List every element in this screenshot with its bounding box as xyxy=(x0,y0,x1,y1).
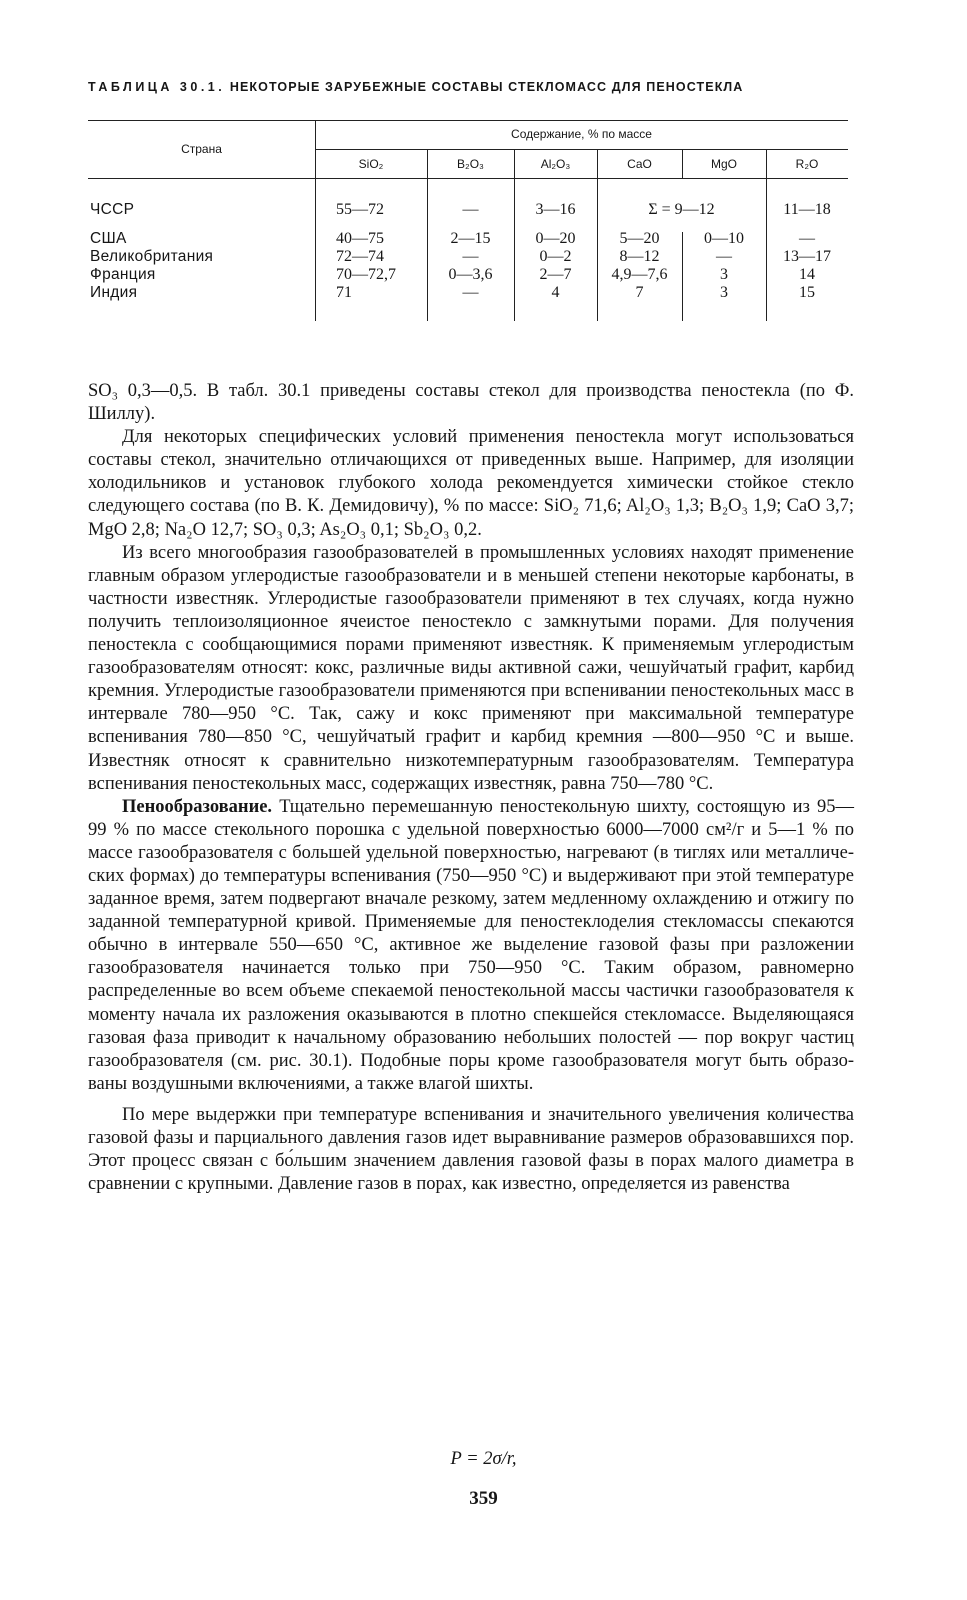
table-cell-al2o3: 4 xyxy=(551,284,560,301)
table-cell-cao: 5—20 xyxy=(619,230,660,247)
table-cell-al2o3: 0—20 xyxy=(535,230,576,247)
table-cell-sio2: 40—75 xyxy=(336,230,384,247)
table-header-rule xyxy=(88,178,848,179)
table-cell-cao: 4,9—7,6 xyxy=(611,266,668,283)
table-cell-r2o: 15 xyxy=(799,284,815,301)
table-cell-al2o3: 0—2 xyxy=(539,248,572,265)
table-cell-cao: 7 xyxy=(635,284,644,301)
table-cell-r2o: — xyxy=(799,230,815,247)
header-r2o: R₂O xyxy=(795,157,819,171)
table-caption-title: НЕКОТОРЫЕ ЗАРУБЕЖНЫЕ СОСТАВЫ СТЕКЛОМАСС ДЛЯ ПЕНОСТЕКЛА xyxy=(229,80,744,94)
table-cell-country: ЧССР xyxy=(90,201,135,218)
composition-table xyxy=(88,118,848,328)
table-divider xyxy=(315,120,316,321)
table-cell-b2o3: 2—15 xyxy=(450,230,491,247)
table-cell-country: Великобритания xyxy=(90,248,214,265)
paragraph: Из всего многообразия газообразователей в промышленных условиях находят применение главным образом углеродистые газообразователи и в меньшей степени некоторые карбонаты, в частности известняк. Углеродистые газообразователи применяют в тех случаях, когда нужно получить теплоизоляционное ячеистое пеностекло с замкнутыми порами. Для получения пеностекла с сообщающимися порами применяют известняк. К применяемым углеродистым газообразователям относят: кокс, различные виды активной сажи, чешуйчатый графит, карбид кремния. Углеродистые газообразователи применяются при вспенивании пеностекольных масс в интервале 780—950 °С. Так, сажу и кокс применяют при максимальной температуре вспенивания 780—850 °С, чешуйчатый графит и карбид кремния —800—950 °С и выше. Известняк относят к сравнительно низкотемпературным газообразователям. Температура вспенивания пеностекольных масс, содержащих известняк, равна 750—780 °С. xyxy=(88,542,854,794)
table-caption-number: ТАБЛИЦА 30.1. xyxy=(88,80,226,94)
table-cell-sio2: 72—74 xyxy=(336,248,384,265)
header-al2o3: Al₂O₃ xyxy=(540,157,571,171)
table-cell-r2o: 13—17 xyxy=(783,248,831,265)
paragraph xyxy=(88,796,854,1096)
paragraph: По мере выдержки при температуре вспенивания и значительного увеличения количества газовой фазы и парциального давления газов идет выравнивание размеров образовавшихся пор. Этот процесс связан с бо́льшим значением давления газовой фазы в порах малого диаметра в сравнении с крупными. Давление газов в порах, как известно, определяется из равенства xyxy=(88,1104,854,1195)
header-cao: CaO xyxy=(627,157,652,171)
table-cell-country: Индия xyxy=(90,284,138,301)
table-cell-r2o: 14 xyxy=(799,266,815,283)
table-cell-r2o: 11—18 xyxy=(783,201,831,218)
formula: P = 2σ/r, xyxy=(450,1449,517,1469)
table-top-rule xyxy=(88,120,848,121)
table-caption xyxy=(88,80,868,94)
table-cell-sio2: 71 xyxy=(336,284,352,301)
table-cell-b2o3: — xyxy=(462,248,479,265)
header-sio2: SiO₂ xyxy=(358,157,384,171)
table-cell-cao-mgo-sum: Σ = 9—12 xyxy=(648,201,715,218)
table-cell-mgo: — xyxy=(716,248,732,265)
table-subheader-rule xyxy=(315,149,848,150)
body-text xyxy=(88,380,854,1196)
header-country: Страна xyxy=(181,142,222,156)
table-cell-al2o3: 2—7 xyxy=(539,266,572,283)
section-heading: Пенообразование. xyxy=(122,796,273,817)
table-cell-b2o3: 0—3,6 xyxy=(448,266,493,283)
table-cell-sio2: 70—72,7 xyxy=(336,266,396,283)
paragraph: SO₃ 0,3—0,5. В табл. 30.1 приведены составы стекол для производства пеностекла (по Ф. Шиллу). xyxy=(88,381,854,425)
table-cell-cao: 8—12 xyxy=(619,248,660,265)
table-cell-sio2: 55—72 xyxy=(336,201,384,218)
header-b2o3: B₂O₃ xyxy=(457,157,484,171)
paragraph-text: Тщательно перемешанную пеностекольную шихту, состоящую из 95—99 % по массе стекольного порошка с удельной поверхностью 6000—7000 см²/г и 5—1 % по массе газообразователя с большей удельной поверхностью, нагревают (в тиглях или металлических формах) до температуры вспенивания (750—950 °С) и выдерживают при этой температуре заданное время, затем подвергают вначале резкому, затем медленному охлаждению и отжигу по заданной температурной кривой. Применяемые для пеностеклоделия стекломассы спекаются обычно в интервале 550—650 °С, активное же выделение газовой фазы при разложении газообразователя начинается только при 750—950 °С. Таким образом, равномерно распределенные во всем объеме спекаемой пеностекольной массы частички газообразователя к моменту начала их разложения оказываются в плотно спекшейся стекломассе. Выделяющаяся газовая фаза приводит к начальному образованию небольших полостей — пор вокруг частиц газообразователя (см. рис. 30.1). Подобные поры кроме газообразователя могут быть образованы воздушными включениями, а также влагой шихты. xyxy=(88,796,855,1094)
table-cell-country: Франция xyxy=(90,266,156,283)
table-cell-b2o3: — xyxy=(462,284,479,301)
table-cell-mgo: 3 xyxy=(720,266,728,283)
header-content-group: Содержание, % по массе xyxy=(511,127,652,141)
page-number: 359 xyxy=(469,1488,498,1509)
header-mgo: MgO xyxy=(710,157,737,171)
table-cell-b2o3: — xyxy=(462,201,479,218)
table-cell-country: США xyxy=(90,230,127,247)
table-cell-mgo: 3 xyxy=(720,284,728,301)
table-cell-mgo: 0—10 xyxy=(704,230,744,247)
paragraph: Для некоторых специфических условий применения пеностекла могут использоваться составы стекол, значительно отличающихся от приведенных выше. Например, для изоляции холодильников и установок глубокого холода рекомендуется химически стойкое стекло следующего состава (по В. К. Демидовичу), % по массе: SiO₂ 71,6; Al₂O₃ 1,3; B₂O₃ 1,9; CaO 3,7; MgO 2,8; Na₂O 12,7; SO₃ 0,3; As₂O₃ 0,1; Sb₂O₃ 0,2. xyxy=(88,427,854,540)
table-cell-al2o3: 3—16 xyxy=(535,201,576,218)
